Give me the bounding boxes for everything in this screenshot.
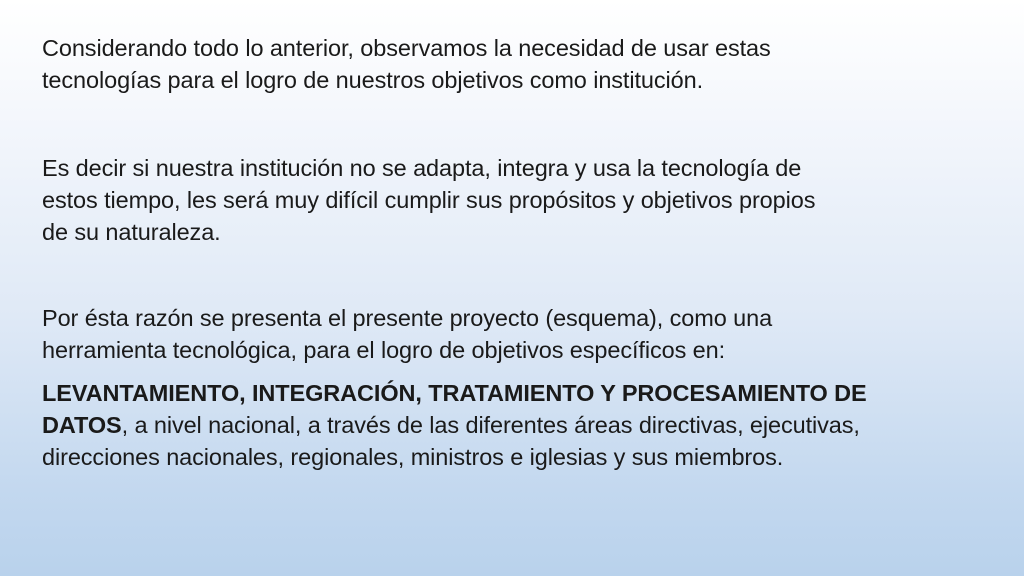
- paragraph-line: de su naturaleza.: [42, 219, 221, 245]
- paragraph-line: Considerando todo lo anterior, observamos la necesidad de usar estas: [42, 35, 771, 61]
- objectives-bold-word: DATOS: [42, 412, 122, 438]
- paragraph-line: Es decir si nuestra institución no se adapta, integra y usa la tecnología de: [42, 155, 802, 181]
- paragraph-line: herramienta tecnológica, para el logro de objetivos específicos en:: [42, 337, 726, 363]
- paragraph-line: tecnologías para el logro de nuestros objetivos como institución.: [42, 67, 704, 93]
- paragraph-consequence: [42, 152, 1002, 248]
- objectives-heading-line: LEVANTAMIENTO, INTEGRACIÓN, TRATAMIENTO Y PROCESAMIENTO DE: [42, 380, 867, 406]
- paragraph-line: estos tiempo, les será muy difícil cumplir sus propósitos y objetivos propios: [42, 187, 816, 213]
- paragraph-line: [42, 409, 1002, 441]
- objectives-line-rest: , a nivel nacional, a través de las diferentes áreas directivas, ejecutivas,: [121, 412, 860, 438]
- paragraph-context: [42, 32, 1002, 96]
- paragraph-line: Por ésta razón se presenta el presente proyecto (esquema), como una: [42, 305, 773, 331]
- paragraph-purpose: [42, 302, 1002, 366]
- paragraph-line: direcciones nacionales, regionales, ministros e iglesias y sus miembros.: [42, 444, 784, 470]
- paragraph-objectives: [42, 377, 1002, 473]
